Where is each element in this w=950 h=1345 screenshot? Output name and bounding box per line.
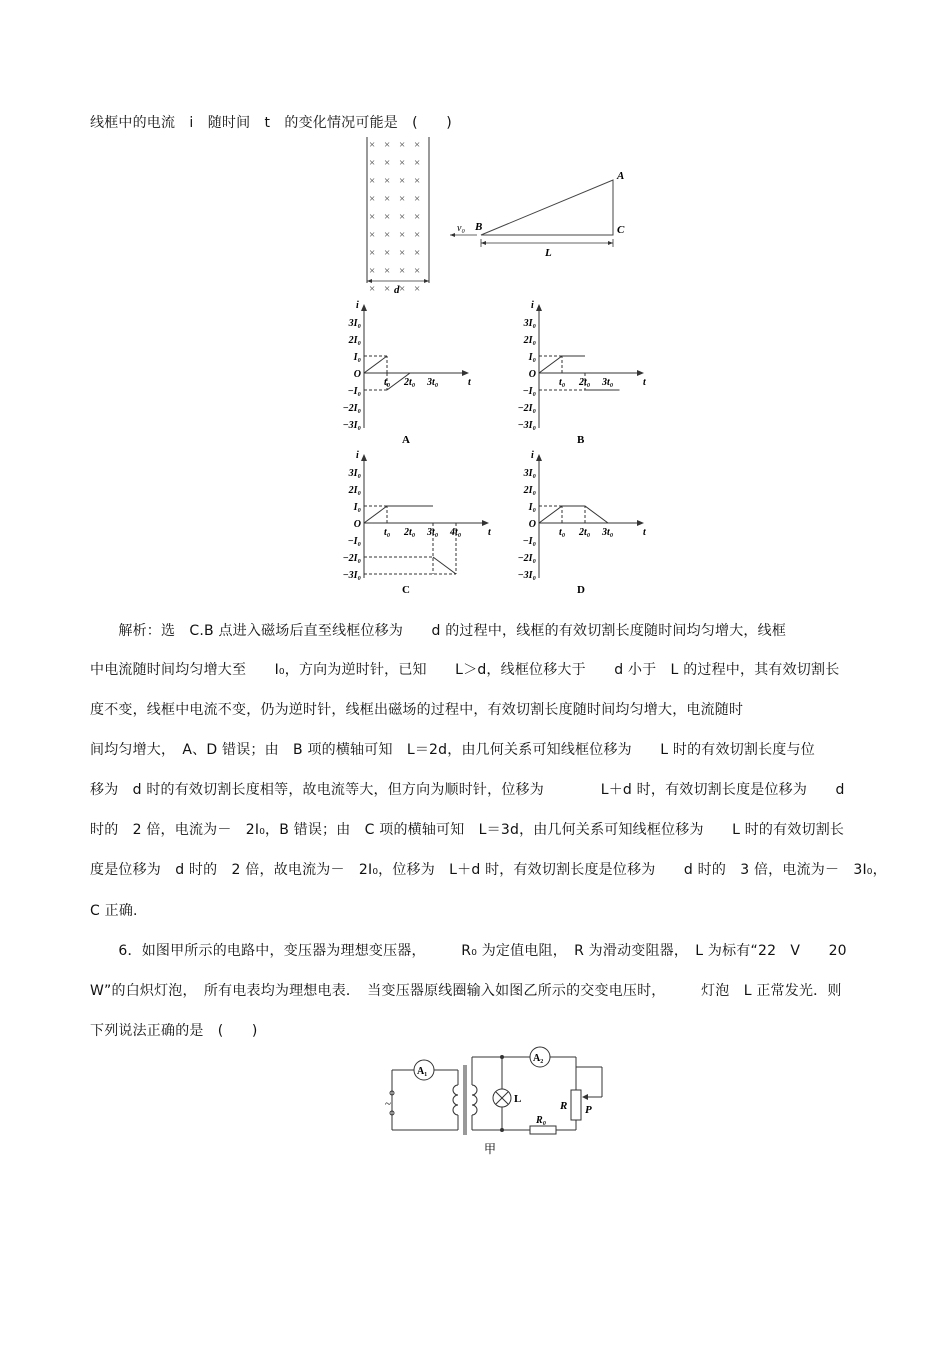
- y-tick-label: −2I₀: [342, 553, 361, 564]
- y-tick-label: 2I₀: [523, 485, 536, 496]
- field-cross: ×: [399, 247, 406, 259]
- x-tick-label: t₀: [559, 377, 566, 388]
- y-tick-label: 2I₀: [523, 335, 536, 346]
- label-B: B: [475, 221, 483, 233]
- field-cross: ×: [414, 229, 421, 241]
- y-tick-label: −3I₀: [342, 570, 361, 581]
- y-tick-label: −3I₀: [342, 420, 361, 431]
- y-tick-label: −I₀: [347, 386, 361, 397]
- graph-D: [505, 448, 655, 598]
- solution-line: 度是位移为 d 时的 2 倍，故电流为－ 2I₀，位移为 L＋d 时，有效切割长度是位移为 d 时的 3 倍，电流为－ 3I₀，: [90, 862, 887, 878]
- x-tick-label: t₀: [559, 527, 566, 538]
- q6-line: W”的白炽灯泡， 所有电表均为理想电表． 当变压器原线圈输入如图乙所示的交变电压时， 灯泡 L 正常发光．则: [90, 983, 842, 999]
- axis-label-i: i: [356, 450, 359, 461]
- graph-A: [330, 298, 480, 448]
- axis-label-i: i: [531, 450, 534, 461]
- label-R: R: [560, 1100, 568, 1112]
- label-lamp-L: L: [514, 1093, 522, 1105]
- x-arrow: [637, 370, 644, 376]
- y-tick-label: I₀: [528, 502, 536, 513]
- y-tick-label: −2I₀: [517, 553, 536, 564]
- label-R0: R₀: [536, 1115, 547, 1126]
- y-tick-label: 2I₀: [348, 335, 361, 346]
- option-label: D: [577, 584, 585, 596]
- x-tick-label: 3t₀: [427, 527, 439, 538]
- field-cross: ×: [414, 193, 421, 205]
- y-tick-label: 3I₀: [348, 468, 361, 479]
- y-tick-label: O: [528, 519, 536, 530]
- field-cross: ×: [414, 247, 421, 259]
- y-tick-label: O: [528, 369, 536, 380]
- x-tick-label: 2t₀: [579, 377, 591, 388]
- x-tick-label: 4t₀: [450, 527, 462, 538]
- field-cross: ×: [369, 265, 376, 277]
- field-cross: ×: [399, 139, 406, 151]
- field-cross: ×: [384, 265, 391, 277]
- y-tick-label: −2I₀: [517, 403, 536, 414]
- y-tick-label: −3I₀: [517, 570, 536, 581]
- solution-line: 时的 2 倍，电流为－ 2I₀，B 错误；由 C 项的横轴可知 L＝3d，由几何关系可知线框位移为 L 时的有效切割长: [90, 822, 845, 838]
- field-cross: ×: [399, 175, 406, 187]
- x-tick-label: 2t₀: [579, 527, 591, 538]
- field-cross: ×: [384, 175, 391, 187]
- graph-B: [505, 298, 655, 448]
- field-cross: ×: [384, 229, 391, 241]
- field-cross: ×: [384, 211, 391, 223]
- x-tick-label: t₀: [384, 527, 391, 538]
- axis-label-t: t: [488, 527, 491, 538]
- question-intro: 线框中的电流 i 随时间 t 的变化情况可能是 ( ): [90, 115, 452, 131]
- axis-label-t: t: [643, 377, 646, 388]
- field-cross: ×: [399, 283, 406, 295]
- field-cross: ×: [414, 157, 421, 169]
- y-tick-label: 3I₀: [523, 318, 536, 329]
- field-cross: ×: [399, 193, 406, 205]
- label-d: d: [394, 284, 400, 296]
- y-tick-label: 2I₀: [348, 485, 361, 496]
- field-cross: ×: [369, 283, 376, 295]
- graph-C: [330, 448, 500, 598]
- y-tick-label: −I₀: [522, 386, 536, 397]
- option-label: B: [577, 434, 585, 446]
- y-tick-label: I₀: [528, 352, 536, 363]
- y-arrow: [361, 454, 367, 461]
- x-tick-label: t₀: [384, 377, 391, 388]
- field-cross: ×: [384, 157, 391, 169]
- q6-line: 6．如图甲所示的电路中，变压器为理想变压器， R₀ 为定值电阻， R 为滑动变阻器， L 为标有“22 V 20: [90, 943, 847, 959]
- field-cross: ×: [414, 139, 421, 151]
- x-tick-label: 3t₀: [427, 377, 439, 388]
- source-symbol: ~: [385, 1098, 391, 1110]
- x-arrow: [482, 520, 489, 526]
- field-cross: ×: [399, 157, 406, 169]
- y-arrow: [361, 304, 367, 311]
- label-A2: A₂: [533, 1053, 544, 1064]
- x-tick-label: 3t₀: [602, 527, 614, 538]
- field-cross: ×: [399, 265, 406, 277]
- axis-label-i: i: [531, 300, 534, 311]
- field-cross: ×: [414, 211, 421, 223]
- y-tick-label: −2I₀: [342, 403, 361, 414]
- field-cross: ×: [399, 229, 406, 241]
- x-tick-label: 3t₀: [602, 377, 614, 388]
- y-tick-label: O: [353, 519, 361, 530]
- axis-label-t: t: [643, 527, 646, 538]
- circuit-diagram: [380, 1045, 620, 1160]
- field-cross: ×: [369, 157, 376, 169]
- x-arrow: [462, 370, 469, 376]
- solution-line: 中电流随时间均匀增大至 I₀，方向为逆时针，已知 L＞d，线框位移大于 d 小于 L 的过程中，其有效切割长: [90, 662, 840, 678]
- label-A1: A₁: [417, 1066, 428, 1077]
- field-cross: ×: [414, 265, 421, 277]
- current-curve: [539, 506, 608, 523]
- x-tick-label: 2t₀: [404, 527, 416, 538]
- solution-line: C 正确.: [90, 903, 138, 919]
- y-tick-label: I₀: [353, 352, 361, 363]
- field-cross: ×: [414, 283, 421, 295]
- label-v0: v₀: [457, 223, 465, 234]
- label-L: L: [545, 247, 552, 259]
- y-tick-label: −3I₀: [517, 420, 536, 431]
- field-cross: ×: [369, 211, 376, 223]
- y-tick-label: I₀: [353, 502, 361, 513]
- field-cross: ×: [369, 193, 376, 205]
- option-label: A: [402, 434, 410, 446]
- field-cross: ×: [369, 139, 376, 151]
- current-curve: [364, 506, 433, 523]
- y-tick-label: 3I₀: [523, 468, 536, 479]
- current-curve: [433, 557, 456, 574]
- field-cross: ×: [399, 211, 406, 223]
- axis-label-t: t: [468, 377, 471, 388]
- label-C: C: [617, 224, 625, 236]
- solution-line: 移为 d 时的有效切割长度相等，故电流等大，但方向为顺时针，位移为 L＋d 时，有效切割长度是位移为 d: [90, 782, 845, 798]
- field-cross: ×: [384, 247, 391, 259]
- current-curve: [364, 356, 387, 373]
- field-frame-figure: [355, 135, 645, 300]
- x-arrow: [637, 520, 644, 526]
- axis-label-i: i: [356, 300, 359, 311]
- y-arrow: [536, 454, 542, 461]
- field-cross: ×: [369, 247, 376, 259]
- label-P: P: [585, 1104, 592, 1116]
- q6-line: 下列说法正确的是 ( ): [90, 1023, 258, 1039]
- field-cross: ×: [384, 283, 391, 295]
- y-tick-label: O: [353, 369, 361, 380]
- field-cross: ×: [384, 139, 391, 151]
- x-tick-label: 2t₀: [404, 377, 416, 388]
- label-A: A: [617, 170, 625, 182]
- field-cross: ×: [384, 193, 391, 205]
- solution-line: 间均匀增大， A、D 错误；由 B 项的横轴可知 L＝2d，由几何关系可知线框位移为 L 时的有效切割长度与位: [90, 742, 815, 758]
- option-label: C: [402, 584, 410, 596]
- y-arrow: [536, 304, 542, 311]
- field-cross: ×: [369, 175, 376, 187]
- field-cross: ×: [369, 229, 376, 241]
- solution-line: 度不变，线框中电流不变，仍为逆时针，线框出磁场的过程中，有效切割长度随时间均匀增大，电流随时: [90, 702, 744, 718]
- field-cross: ×: [414, 175, 421, 187]
- y-tick-label: −I₀: [347, 536, 361, 547]
- y-tick-label: −I₀: [522, 536, 536, 547]
- circuit-caption: 甲: [484, 1142, 497, 1156]
- y-tick-label: 3I₀: [348, 318, 361, 329]
- solution-line: 解析：选 C.B 点进入磁场后直至线框位移为 d 的过程中，线框的有效切割长度随时间均匀增大，线框: [90, 623, 787, 639]
